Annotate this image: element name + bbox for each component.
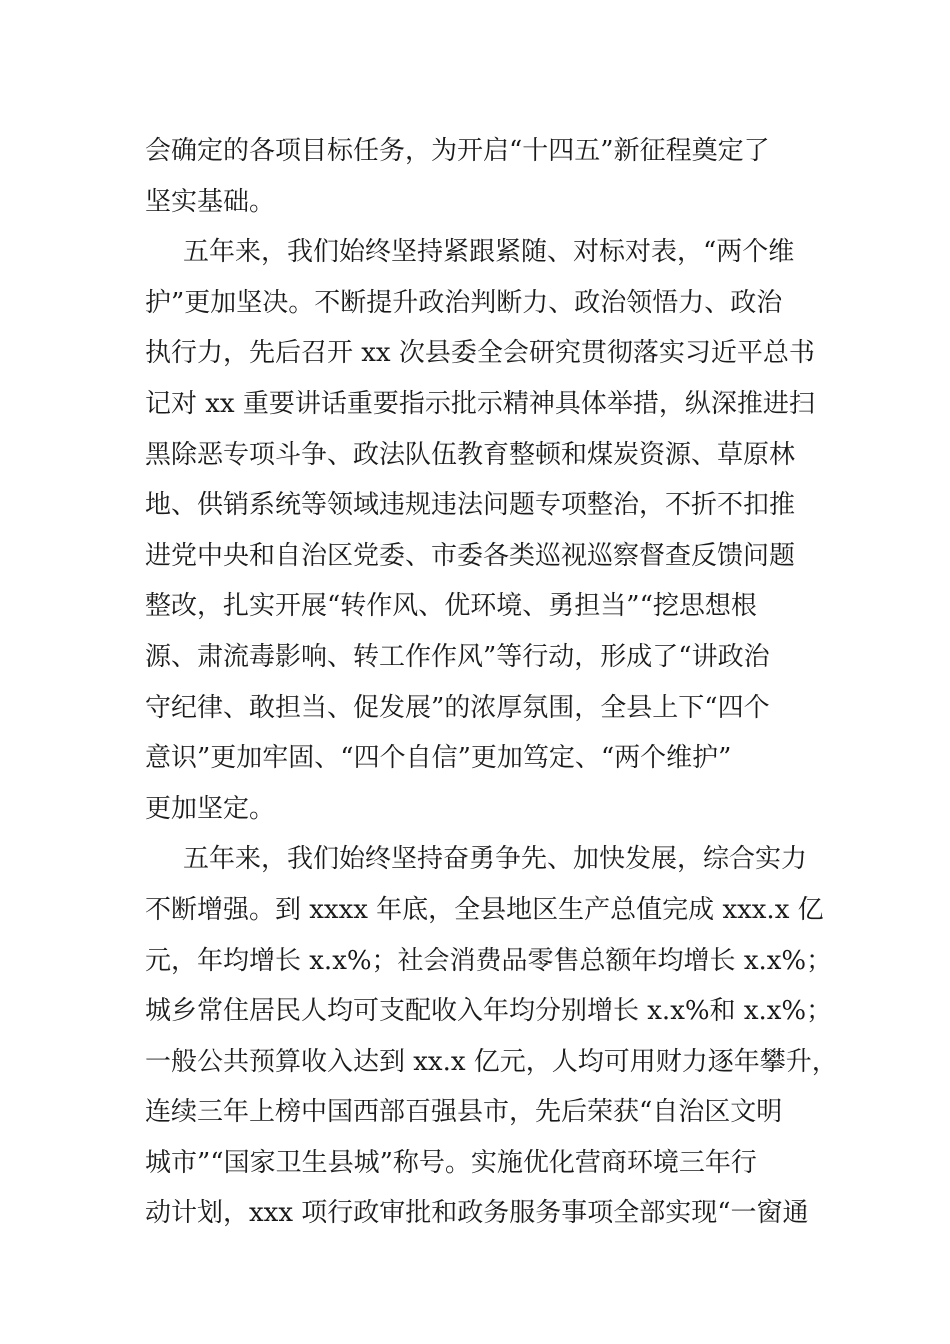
paragraph-start-line: 五年来，我们始终坚持紧跟紧随、对标对表，“两个维 xyxy=(183,237,795,268)
text-line: 源、肃流毒影响、转工作作风”等行动，形成了“讲政治 xyxy=(145,641,770,672)
text-line: 城乡常住居民人均可支配收入年均分别增长 x.x%和 x.x%； xyxy=(145,996,833,1027)
text-line: 元，年均增长 x.x%；社会消费品零售总额年均增长 x.x%； xyxy=(145,945,833,976)
text-line: 地、供销系统等领域违规违法问题专项整治，不折不扣推 xyxy=(145,490,796,521)
text-line: 坚实基础。 xyxy=(145,186,276,217)
document-body xyxy=(145,126,838,1239)
text-line: 意识”更加牢固、“四个自信”更加笃定、“两个维护” xyxy=(145,743,732,774)
text-line: 不断增强。到 xxxx 年底，全县地区生产总值完成 xxx.x 亿 xyxy=(145,894,824,925)
text-line: 动计划，xxx 项行政审批和政务服务事项全部实现“一窗通 xyxy=(145,1198,809,1229)
text-line: 连续三年上榜中国西部百强县市，先后荣获“自治区文明 xyxy=(145,1097,783,1128)
text-line: 执行力，先后召开 xx 次县委全会研究贯彻落实习近平总书 xyxy=(145,338,815,369)
text-line: 整改，扎实开展“转作风、优环境、勇担当”“挖思想根 xyxy=(145,591,757,622)
text-line: 护”更加坚决。不断提升政治判断力、政治领悟力、政治 xyxy=(145,287,783,318)
text-line: 进党中央和自治区党委、市委各类巡视巡察督查反馈问题 xyxy=(145,540,796,571)
text-line: 守纪律、敢担当、促发展”的浓厚氛围，全县上下“四个 xyxy=(145,692,770,723)
text-line: 记对 xx 重要讲话重要指示批示精神具体举措，纵深推进扫 xyxy=(145,388,815,419)
paragraph-start-line: 五年来，我们始终坚持奋勇争先、加快发展，综合实力 xyxy=(183,844,808,875)
text-line: 一般公共预算收入达到 xx.x 亿元，人均可用财力逐年攀升， xyxy=(145,1046,838,1077)
text-line: 会确定的各项目标任务，为开启“十四五”新征程奠定了 xyxy=(145,136,770,166)
text-line: 城市”“国家卫生县城”称号。实施优化营商环境三年行 xyxy=(145,1147,757,1178)
text-line: 更加坚定。 xyxy=(145,793,276,824)
text-line: 黑除恶专项斗争、政法队伍教育整顿和煤炭资源、草原林 xyxy=(145,439,796,470)
